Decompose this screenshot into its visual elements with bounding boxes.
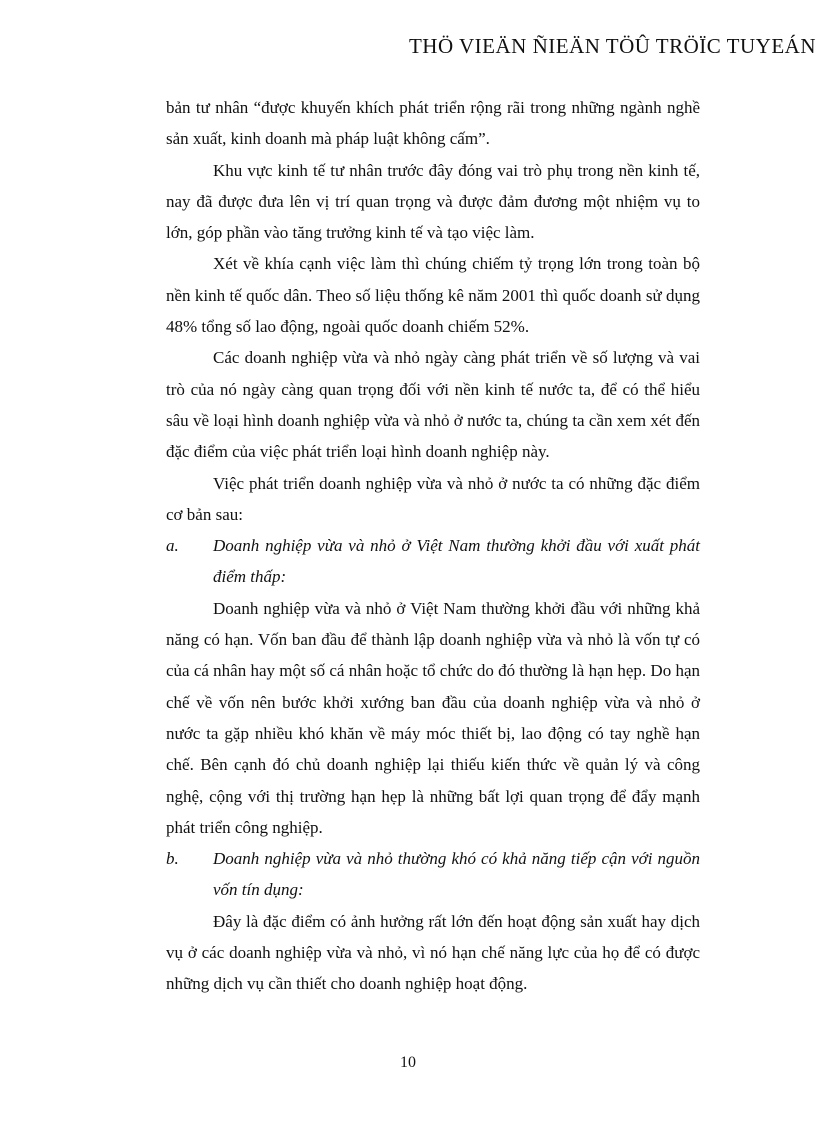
paragraph: Các doanh nghiệp vừa và nhỏ ngày càng phát triển về số lượng và vai trò của nó ngày càng quan trọng đối với nền kinh tế nước ta, để có thể hiểu sâu về loại hình doanh nghiệp vừa và nhỏ ở nước ta, chúng ta cần xem xét đến đặc điểm của việc phát triển loại hình doanh nghiệp này. <box>166 348 700 462</box>
section-heading-a <box>166 530 700 593</box>
section-title: Doanh nghiệp vừa và nhỏ thường khó có khả năng tiếp cận với nguồn vốn tín dụng: <box>213 849 700 900</box>
section-heading-b <box>166 843 700 906</box>
section-label: b. <box>166 849 179 869</box>
paragraph: Đây là đặc điểm có ảnh hưởng rất lớn đến hoạt động sản xuất hay dịch vụ ở các doanh nghiệp vừa và nhỏ, vì nó hạn chế năng lực của họ để có được những dịch vụ cần thiết cho doanh nghiệp hoạt động. <box>166 911 700 994</box>
section-title: Doanh nghiệp vừa và nhỏ ở Việt Nam thường khởi đầu với xuất phát điểm thấp: <box>213 536 700 587</box>
page-number: 10 <box>400 1054 416 1071</box>
page-header: THÖ VIEÄN ÑIEÄN TÖÛ TRÖÏC TUYEÁN <box>408 34 816 58</box>
paragraph: Doanh nghiệp vừa và nhỏ ở Việt Nam thường khởi đầu với những khả năng có hạn. Vốn ban đầu để thành lập doanh nghiệp vừa và nhỏ là vốn tự có của cá nhân hay một số cá nhân hoặc tổ chức do đó thường là hạn hẹp. Do hạn chế về vốn nên bước khởi xướng ban đầu của doanh nghiệp vừa và nhỏ ở nước ta gặp nhiều khó khăn về máy móc thiết bị, lao động có tay nghề hạn chế. Bên cạnh đó chủ doanh nghiệp lại thiếu kiến thức về quản lý và công nghệ, cộng với thị trường hạn hẹp là những bất lợi quan trọng để đẩy mạnh phát triển công nghiệp. <box>166 598 700 837</box>
body-text <box>166 92 700 1000</box>
paragraph: Xét về khía cạnh việc làm thì chúng chiếm tỷ trọng lớn trong toàn bộ nền kinh tế quốc dân. Theo số liệu thống kê năm 2001 thì quốc doanh sử dụng 48% tổng số lao động, ngoài quốc doanh chiếm 52%. <box>166 254 700 337</box>
section-label: a. <box>166 536 179 556</box>
paragraph: Việc phát triển doanh nghiệp vừa và nhỏ ở nước ta có những đặc điểm cơ bản sau: <box>166 473 700 524</box>
paragraph: Khu vực kinh tế tư nhân trước đây đóng vai trò phụ trong nền kinh tế, nay đã được đưa lên vị trí quan trọng và được đảm đương một nhiệm vụ to lớn, góp phần vào tăng trưởng kinh tế và tạo việc làm. <box>166 160 700 243</box>
paragraph: bản tư nhân “được khuyến khích phát triển rộng rãi trong những ngành nghề sản xuất, kinh doanh mà pháp luật không cấm”. <box>166 98 700 149</box>
